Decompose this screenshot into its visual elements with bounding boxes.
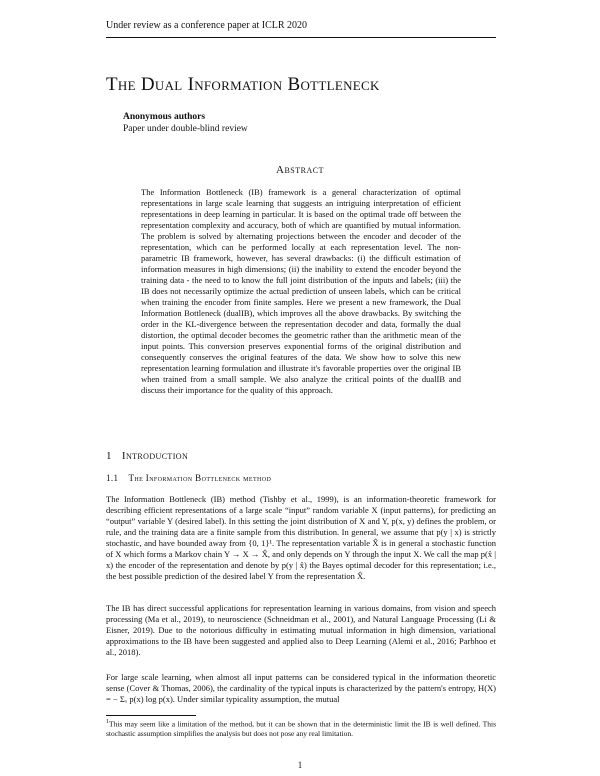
footnote	[106, 718, 496, 739]
abstract-heading: Abstract	[276, 164, 324, 176]
subsection-number: 1.1	[106, 473, 119, 483]
paper-title: The Dual Information Bottleneck	[106, 74, 380, 95]
author-names: Anonymous authors	[123, 112, 206, 122]
subsection-heading	[106, 473, 271, 483]
body-paragraph: The Information Bottleneck (IB) method (Tishby et al., 1999), is an information-theoretic framework for describing efficient representations of a large scale “input” random variable X (input patterns), for predicting an “output” variable Y (desired label). In this setting the joint distribution of X and Y, p(x, y) defines the problem, or rule, and the training data are a finite sample from this distribution. In general, we assume that p(y | x) is strictly stochastic, and have bounded away from {0, 1}¹. The representation variable X̂ is in general a stochastic function of X which forms a Markov chain Y → X → X̂, and only depends on Y through the input X. We call the map p(x̂ | x) the encoder of the representation and denote by p(y | x̂) the Bayes optimal decoder for this representation; i.e., the best possible prediction of the desired label Y from the representation X̂.	[106, 494, 496, 581]
header-rule	[106, 37, 496, 38]
running-header: Under review as a conference paper at ICLR 2020	[106, 20, 308, 31]
footnote-text: This may seem like a limitation of the method, but it can be shown that in the deterministic limit the IB is well defined. This stochastic assumption simplifies the analysis but does not pose any real limitation.	[106, 719, 496, 738]
subsection-title: The Information Bottleneck method	[128, 473, 272, 483]
page-number: 1	[297, 760, 303, 770]
footnote-rule	[106, 715, 196, 716]
body-paragraph: For large scale learning, when almost all input patterns can be considered typical in the information theoretic sense (Cover & Thomas, 2006), the cardinality of the typical inputs is characterized by the pattern's entropy, H(X) = − Σₓ p(x) log p(x). Under similar typicality assumption, the mutual	[106, 672, 496, 704]
author-affiliation: Paper under double-blind review	[123, 124, 248, 134]
footnote-marker: 1	[106, 719, 109, 725]
section-heading	[106, 450, 188, 462]
section-title: Introduction	[121, 450, 189, 462]
abstract-text: The Information Bottleneck (IB) framework is a general characterization of optimal representations in large scale learning that suggests an intriguing interpretation of efficient representations in deep learning in particular. It is based on the optimal trade off between the representation complexity and accuracy, both of which are quantified by mutual information. The problem is solved by alternating projections between the encoder and decoder of the representation, which can be performed locally at each representation level. The non-parametric IB framework, however, has several drawbacks: (i) the difficult estimation of information measures in high dimensions; (ii) the inability to extend the encoder beyond the training data - the need to to know the full joint distribution of the inputs and labels; (iii) the IB does not necessarily optimize the actual prediction of unseen labels, which can be critical when training the encoder from finite samples. Here we present a new framework, the Dual Information Bottleneck (dualIB), which improves all the above drawbacks. By switching the order in the KL-divergence between the representation decoder and data, formally the dual distortion, the optimal decoder becomes the geometric rather than the arithmetic mean of the input points. This conversion preserves exponential forms of the original distribution and consequently conserves the original features of the data. We show how to solve this new representation learning formulation and illustrate it's favorable properties over the original IB when trained from a small sample. We also analyze the critical points of the dualIB and discuss their importance for the quality of this approach.	[141, 187, 461, 395]
body-paragraph: The IB has direct successful applications for representation learning in various domains, from vision and speech processing (Ma et al., 2019), to neuroscience (Schneidman et al., 2001), and Natural Language Processing (Li & Eisner, 2019). Due to the notorious difficulty in estimating mutual information in high dimension, variational approximations to the IB have been suggested and applied also to Deep Learning (Alemi et al., 2016; Parbhoo et al., 2018).	[106, 603, 496, 657]
section-number: 1	[106, 450, 112, 462]
